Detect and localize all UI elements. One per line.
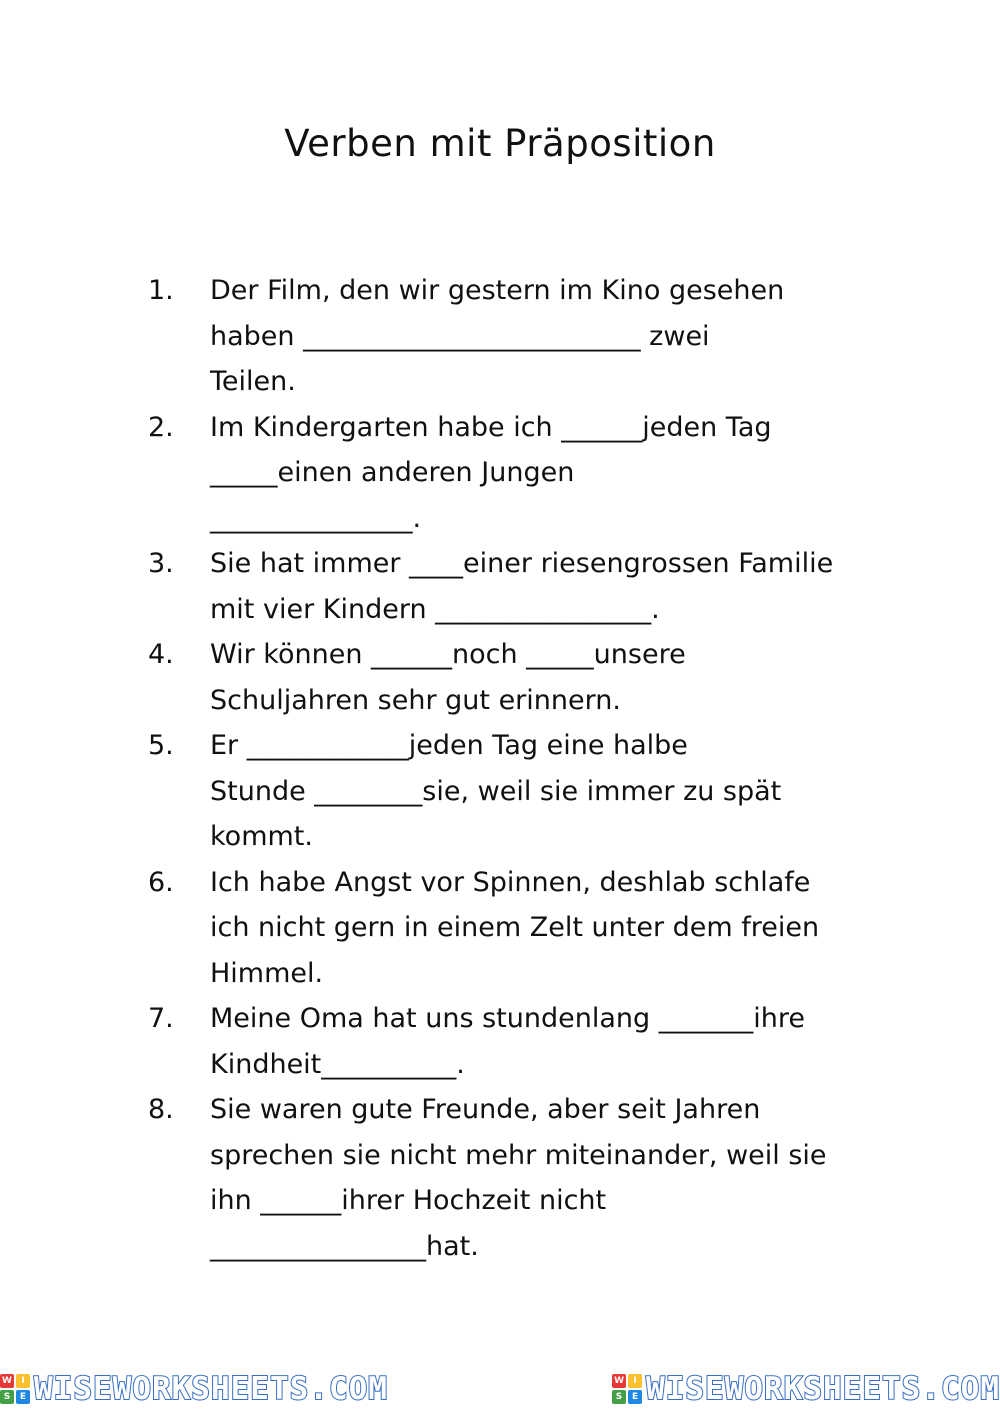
exercise-list [0,268,1000,1269]
exercise-item-4 [0,632,1000,723]
item-text: Der Film, den wir gestern im Kino gesehen haben _________________________ zwei Teilen. [210,275,785,397]
item-number: 4. [148,639,174,670]
exercise-item-3 [0,541,1000,632]
wise-logo-icon: W I S E [0,1374,30,1404]
item-text: Im Kindergarten habe ich ______jeden Tag _____einen anderen Jungen _______________. [210,411,772,534]
page-title: Verben mit Präposition [284,122,716,165]
footer-logo-left [0,1371,388,1407]
item-number: 7. [148,1003,174,1034]
item-number: 5. [148,730,174,761]
item-text: Wir können ______noch _____unsere Schuljahren sehr gut erinnern. [210,639,686,716]
exercise-item-7 [0,996,1000,1087]
item-number: 1. [148,275,174,306]
item-text: Sie hat immer ____einer riesengrossen Familie mit vier Kindern ________________. [210,548,834,625]
item-text: Sie waren gute Freunde, aber seit Jahren sprechen sie nicht mehr miteinander, weil sie ihn ______ihrer Hochzeit nicht ________________hat. [210,1094,827,1262]
exercise-item-2 [0,405,1000,542]
wise-logo-icon: W I S E [612,1374,642,1404]
item-text: Ich habe Angst vor Spinnen, deshlab schlafe ich nicht gern in einem Zelt unter dem freien Himmel. [210,866,820,989]
item-text: Meine Oma hat uns stundenlang _______ihre Kindheit__________. [210,1003,805,1080]
exercise-item-8 [0,1087,1000,1269]
footer-logo-right [612,1371,1000,1407]
item-number: 2. [148,411,174,443]
logo-text: WISEWORKSHEETS.COM [34,1371,388,1407]
item-number: 8. [148,1094,174,1125]
item-number: 6. [148,866,174,898]
exercise-item-1 [0,268,1000,405]
item-text: Er ____________jeden Tag eine halbe Stunde ________sie, weil sie immer zu spät kommt. [210,730,782,852]
exercise-item-6 [0,860,1000,997]
exercise-item-5 [0,723,1000,860]
logo-text: WISEWORKSHEETS.COM [646,1371,1000,1407]
item-number: 3. [148,548,174,579]
footer-banner [0,1371,1000,1407]
